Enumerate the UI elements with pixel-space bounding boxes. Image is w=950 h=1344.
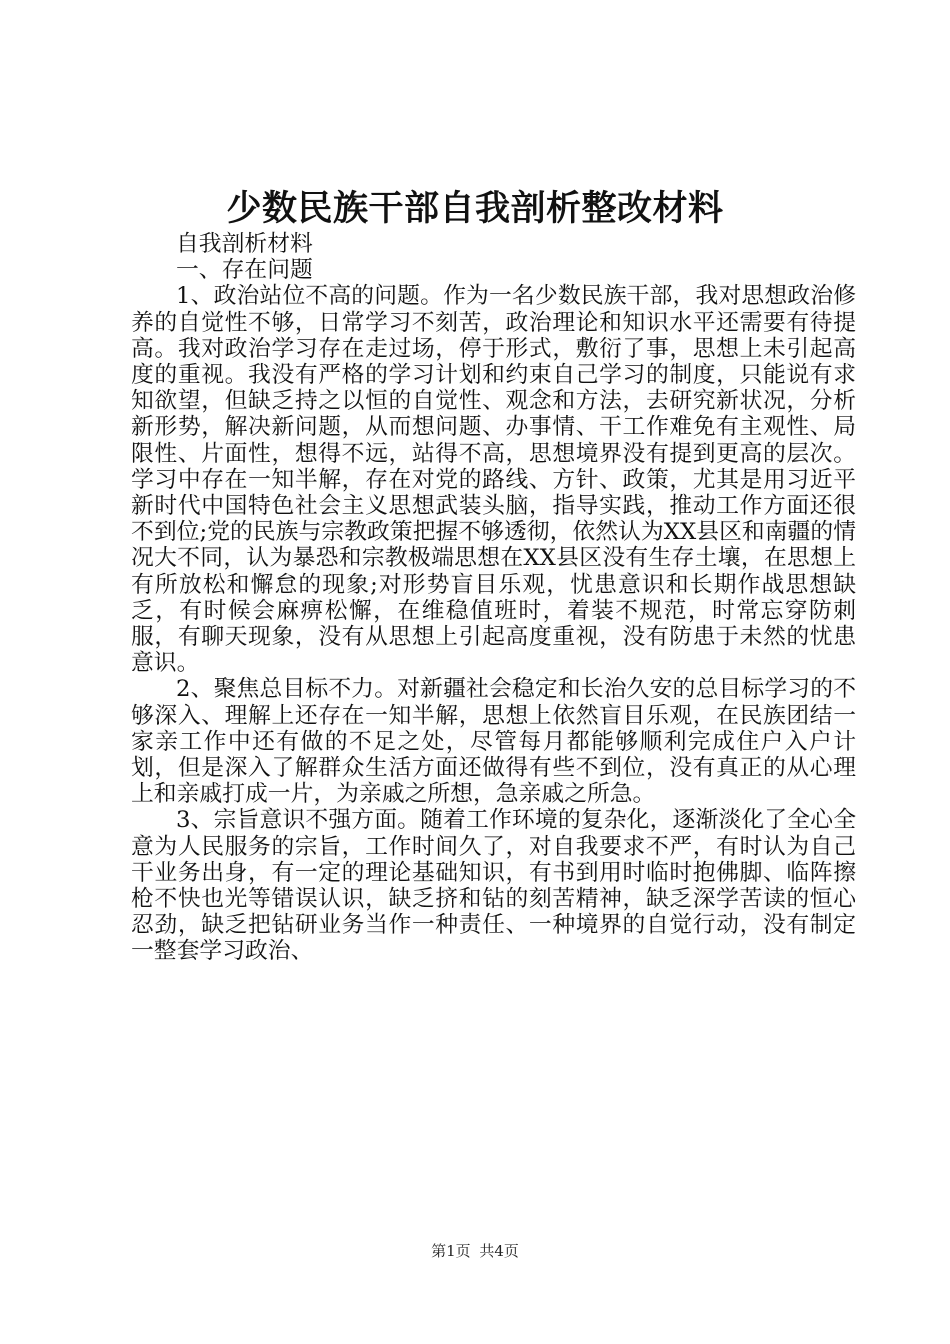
paragraph-purpose-awareness: 3、宗旨意识不强方面。随着工作环境的复杂化，逐渐淡化了全心全意为人民服务的宗旨，工作时间久了，对自我要求不严，有时认为自己干业务出身，有一定的理论基础知识，有书到用时临时抱佛脚、临阵擦枪不快也光等错误认识，缺乏挤和钻的刻苦精神，缺乏深学苦读的恒心忍劲，缺乏把钻研业务当作一种责任、一种境界的自觉行动，没有制定一整套学习政治、 <box>131 807 856 965</box>
paragraph-political-standing: 1、政治站位不高的问题。作为一名少数民族干部，我对思想政治修养的自觉性不够，日常学习不刻苦，政治理论和知识水平还需要有待提高。我对政治学习存在走过场，停于形式，敷衍了事，思想上未引起高度的重视。我没有严格的学习计划和约束自己学习的制度，只能说有求知欲望，但缺乏持之以恒的自觉性、观念和方法，去研究新状况，分析新形势，解决新问题，从而想问题、办事情、干工作难免有主观性、局限性、片面性，想得不远，站得不高，思想境界没有提到更高的层次。学习中存在一知半解，存在对党的路线、方针、政策，尤其是用习近平新时代中国特色社会主义思想武装头脑，指导实践，推动工作方面还很不到位;党的民族与宗教政策把握不够透彻，依然认为XX县区和南疆的情况大不同，认为暴恐和宗教极端思想在XX县区没有生存土壤，在思想上有所放松和懈怠的现象;对形势盲目乐观，忧患意识和长期作战思想缺乏，有时候会麻痹松懈，在维稳值班时，着装不规范，时常忘穿防刺服，有聊天现象，没有从思想上引起高度重视，没有防患于未然的忧患意识。 <box>131 283 856 677</box>
paragraph-general-goal: 2、聚焦总目标不力。对新疆社会稳定和长治久安的总目标学习的不够深入、理解上还存在一知半解，思想上依然盲目乐观，在民族团结一家亲工作中还有做的不足之处，尽管每月都能够顺利完成住户入户计划，但是深入了解群众生活方面还做得有些不到位，没有真正的从心理上和亲戚打成一片，为亲戚之所想，急亲戚之所急。 <box>131 676 856 808</box>
page-number: 第1页 <box>431 1242 471 1260</box>
document-title: 少数民族干部自我剖析整改材料 <box>226 188 724 229</box>
section-heading-self-analysis: 自我剖析材料 <box>176 231 313 257</box>
page-footer <box>0 1241 950 1261</box>
page-total: 共4页 <box>479 1242 519 1260</box>
document-body <box>131 231 856 965</box>
section-heading-problems: 一、存在问题 <box>176 257 313 284</box>
